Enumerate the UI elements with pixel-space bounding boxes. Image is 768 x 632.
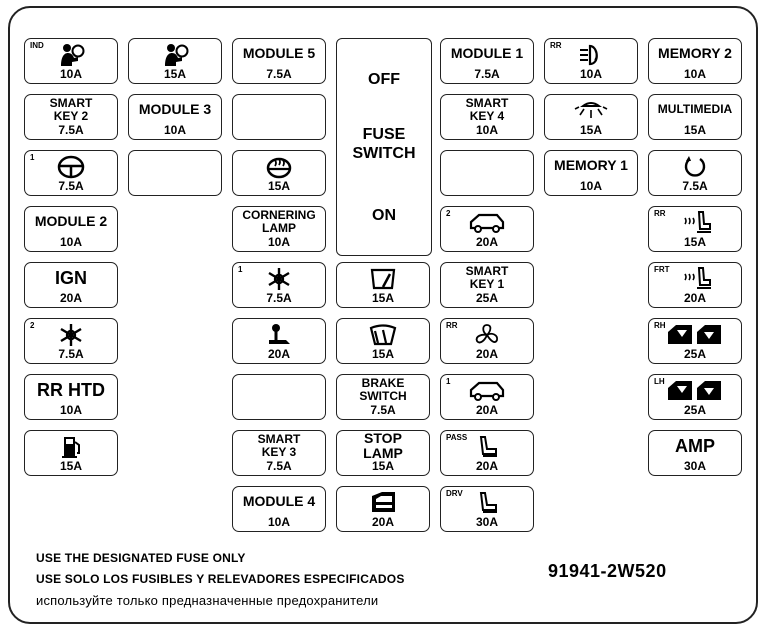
fuse-amperage: 15A	[163, 67, 186, 81]
fuse-superscript: IND	[30, 41, 44, 50]
fuse-c7r6[interactable]	[648, 318, 742, 364]
fuse-c1r7[interactable]	[24, 374, 118, 420]
fuse-amperage: 7.5A	[58, 347, 84, 361]
fuse-c3r8[interactable]	[232, 430, 326, 476]
fuse-superscript: LH	[654, 377, 665, 386]
fuse-c7r2[interactable]	[648, 94, 742, 140]
fuse-amperage: 30A	[475, 515, 498, 529]
fuse-amperage: 7.5A	[266, 67, 292, 81]
fuse-amperage: 7.5A	[58, 123, 84, 137]
note-russian: используйте только предназначенные предохранители	[36, 593, 379, 608]
fuse-c4r7[interactable]	[336, 374, 430, 420]
fuse-switch[interactable]	[336, 38, 432, 256]
note-english: USE THE DESIGNATED FUSE ONLY	[36, 551, 246, 565]
fuse-c3r6[interactable]	[232, 318, 326, 364]
fuse-c7r1[interactable]	[648, 38, 742, 84]
fuse-label: SMART KEY 4	[465, 95, 509, 123]
part-number: 91941-2W520	[548, 561, 667, 581]
fuse-amperage: 25A	[475, 291, 498, 305]
fuse-amperage: 10A	[59, 403, 82, 417]
fuse-c5r8[interactable]	[440, 430, 534, 476]
fuse-label: IGN	[54, 267, 87, 288]
fuse-c5r6[interactable]	[440, 318, 534, 364]
fuse-superscript: RR	[654, 209, 666, 218]
fuse-c7r8[interactable]	[648, 430, 742, 476]
fuse-label: CORNERING LAMP	[242, 207, 316, 235]
fuse-amperage: 15A	[683, 235, 706, 249]
fuse-switch-on-label: ON	[372, 207, 396, 224]
fuse-c7r4[interactable]	[648, 206, 742, 252]
fuse-c4r6[interactable]	[336, 318, 430, 364]
fuse-switch-off-label: OFF	[368, 71, 400, 88]
fuse-amperage: 15A	[683, 123, 706, 137]
fuse-c1r2[interactable]	[24, 94, 118, 140]
fuse-amperage: 15A	[267, 179, 290, 193]
fuse-c5r2[interactable]	[440, 94, 534, 140]
fuse-amperage: 10A	[579, 67, 602, 81]
fuse-label: MODULE 5	[242, 45, 316, 61]
fuse-amperage: 20A	[475, 347, 498, 361]
fuse-c3r4[interactable]	[232, 206, 326, 252]
fuse-amperage: 10A	[59, 235, 82, 249]
fuse-c1r6[interactable]	[24, 318, 118, 364]
fuse-label: BRAKE SWITCH	[359, 375, 407, 403]
fuse-label: MODULE 3	[138, 101, 212, 117]
fuse-label: MULTIMEDIA	[657, 102, 733, 116]
fuse-c1r4[interactable]	[24, 206, 118, 252]
fuse-label: MODULE 2	[34, 213, 108, 229]
fuse-amperage: 20A	[475, 235, 498, 249]
fuse-amperage: 15A	[579, 123, 602, 137]
fuse-label: MEMORY 2	[658, 45, 732, 61]
fuse-c1r1[interactable]	[24, 38, 118, 84]
fuse-c3r5[interactable]	[232, 262, 326, 308]
fuse-c3r3[interactable]	[232, 150, 326, 196]
fuse-superscript: FRT	[654, 265, 670, 274]
fuse-c1r5[interactable]	[24, 262, 118, 308]
fuse-amperage: 10A	[579, 179, 602, 193]
fuse-amperage: 20A	[475, 403, 498, 417]
fuse-amperage: 15A	[59, 459, 82, 473]
fuse-amperage: 7.5A	[266, 291, 292, 305]
fuse-c7r5[interactable]	[648, 262, 742, 308]
fuse-amperage: 25A	[683, 347, 706, 361]
fuse-amperage: 7.5A	[370, 403, 396, 417]
fuse-amperage: 10A	[163, 123, 186, 137]
note-spanish: USE SOLO LOS FUSIBLES Y RELEVADORES ESPECIFICADOS	[36, 572, 405, 586]
fuse-switch-label: FUSE SWITCH	[352, 126, 416, 162]
fuse-amperage: 7.5A	[58, 179, 84, 193]
fuse-c3r1[interactable]	[232, 38, 326, 84]
fuse-label: STOP LAMP	[363, 429, 403, 461]
fuse-amperage: 25A	[683, 403, 706, 417]
fuse-amperage: 20A	[267, 347, 290, 361]
fuse-c4r8[interactable]	[336, 430, 430, 476]
fuse-amperage: 10A	[59, 67, 82, 81]
fuse-amperage: 20A	[683, 291, 706, 305]
fuse-amperage: 20A	[59, 291, 82, 305]
fuse-amperage: 7.5A	[474, 67, 500, 81]
fuse-amperage: 7.5A	[266, 459, 292, 473]
fuse-superscript: 1	[238, 265, 243, 274]
fuse-label: SMART KEY 3	[257, 431, 301, 459]
fuse-superscript: DRV	[446, 489, 463, 498]
fuse-superscript: RR	[550, 41, 562, 50]
fuse-c1r3[interactable]	[24, 150, 118, 196]
fuse-c6r1[interactable]	[544, 38, 638, 84]
fuse-amperage: 10A	[267, 235, 290, 249]
fuse-c7r3[interactable]	[648, 150, 742, 196]
fuse-c3r2[interactable]	[232, 94, 326, 140]
fuse-amperage: 15A	[371, 459, 394, 473]
fuse-superscript: 1	[30, 153, 35, 162]
fuse-c2r3[interactable]	[128, 150, 222, 196]
fuse-c4r9[interactable]	[336, 486, 430, 532]
fuse-label: MODULE 1	[450, 45, 524, 61]
fuse-c2r1[interactable]	[128, 38, 222, 84]
fuse-label: MODULE 4	[242, 493, 316, 509]
fuse-superscript: 2	[446, 209, 451, 218]
fuse-c3r7[interactable]	[232, 374, 326, 420]
fuse-label: RR HTD	[37, 379, 105, 400]
fuse-label: SMART KEY 2	[49, 95, 93, 123]
fuse-amperage: 10A	[683, 67, 706, 81]
fuse-label: MEMORY 1	[554, 157, 628, 173]
fuse-amperage: 15A	[371, 347, 394, 361]
fuse-c6r2[interactable]	[544, 94, 638, 140]
fuse-c5r3[interactable]	[440, 150, 534, 196]
fuse-amperage: 15A	[371, 291, 394, 305]
fuse-amperage: 10A	[475, 123, 498, 137]
fuse-c3r9[interactable]	[232, 486, 326, 532]
fuse-c5r9[interactable]	[440, 486, 534, 532]
fuse-c4r5[interactable]	[336, 262, 430, 308]
fuse-superscript: 2	[30, 321, 35, 330]
fuse-c5r4[interactable]	[440, 206, 534, 252]
fuse-label: SMART KEY 1	[465, 263, 509, 291]
fuse-c7r7[interactable]	[648, 374, 742, 420]
fuse-c5r1[interactable]	[440, 38, 534, 84]
fuse-label: AMP	[675, 435, 715, 456]
fuse-amperage: 20A	[371, 515, 394, 529]
fuse-c1r8[interactable]	[24, 430, 118, 476]
fuse-amperage: 20A	[475, 459, 498, 473]
fuse-c6r3[interactable]	[544, 150, 638, 196]
fuse-superscript: 1	[446, 377, 451, 386]
fuse-amperage: 7.5A	[682, 179, 708, 193]
fuse-superscript: RR	[446, 321, 458, 330]
fuse-c5r7[interactable]	[440, 374, 534, 420]
fuse-superscript: PASS	[446, 433, 468, 442]
fuse-c5r5[interactable]	[440, 262, 534, 308]
fuse-c2r2[interactable]	[128, 94, 222, 140]
fuse-amperage: 30A	[683, 459, 706, 473]
fuse-superscript: RH	[654, 321, 666, 330]
fuse-amperage: 10A	[267, 515, 290, 529]
